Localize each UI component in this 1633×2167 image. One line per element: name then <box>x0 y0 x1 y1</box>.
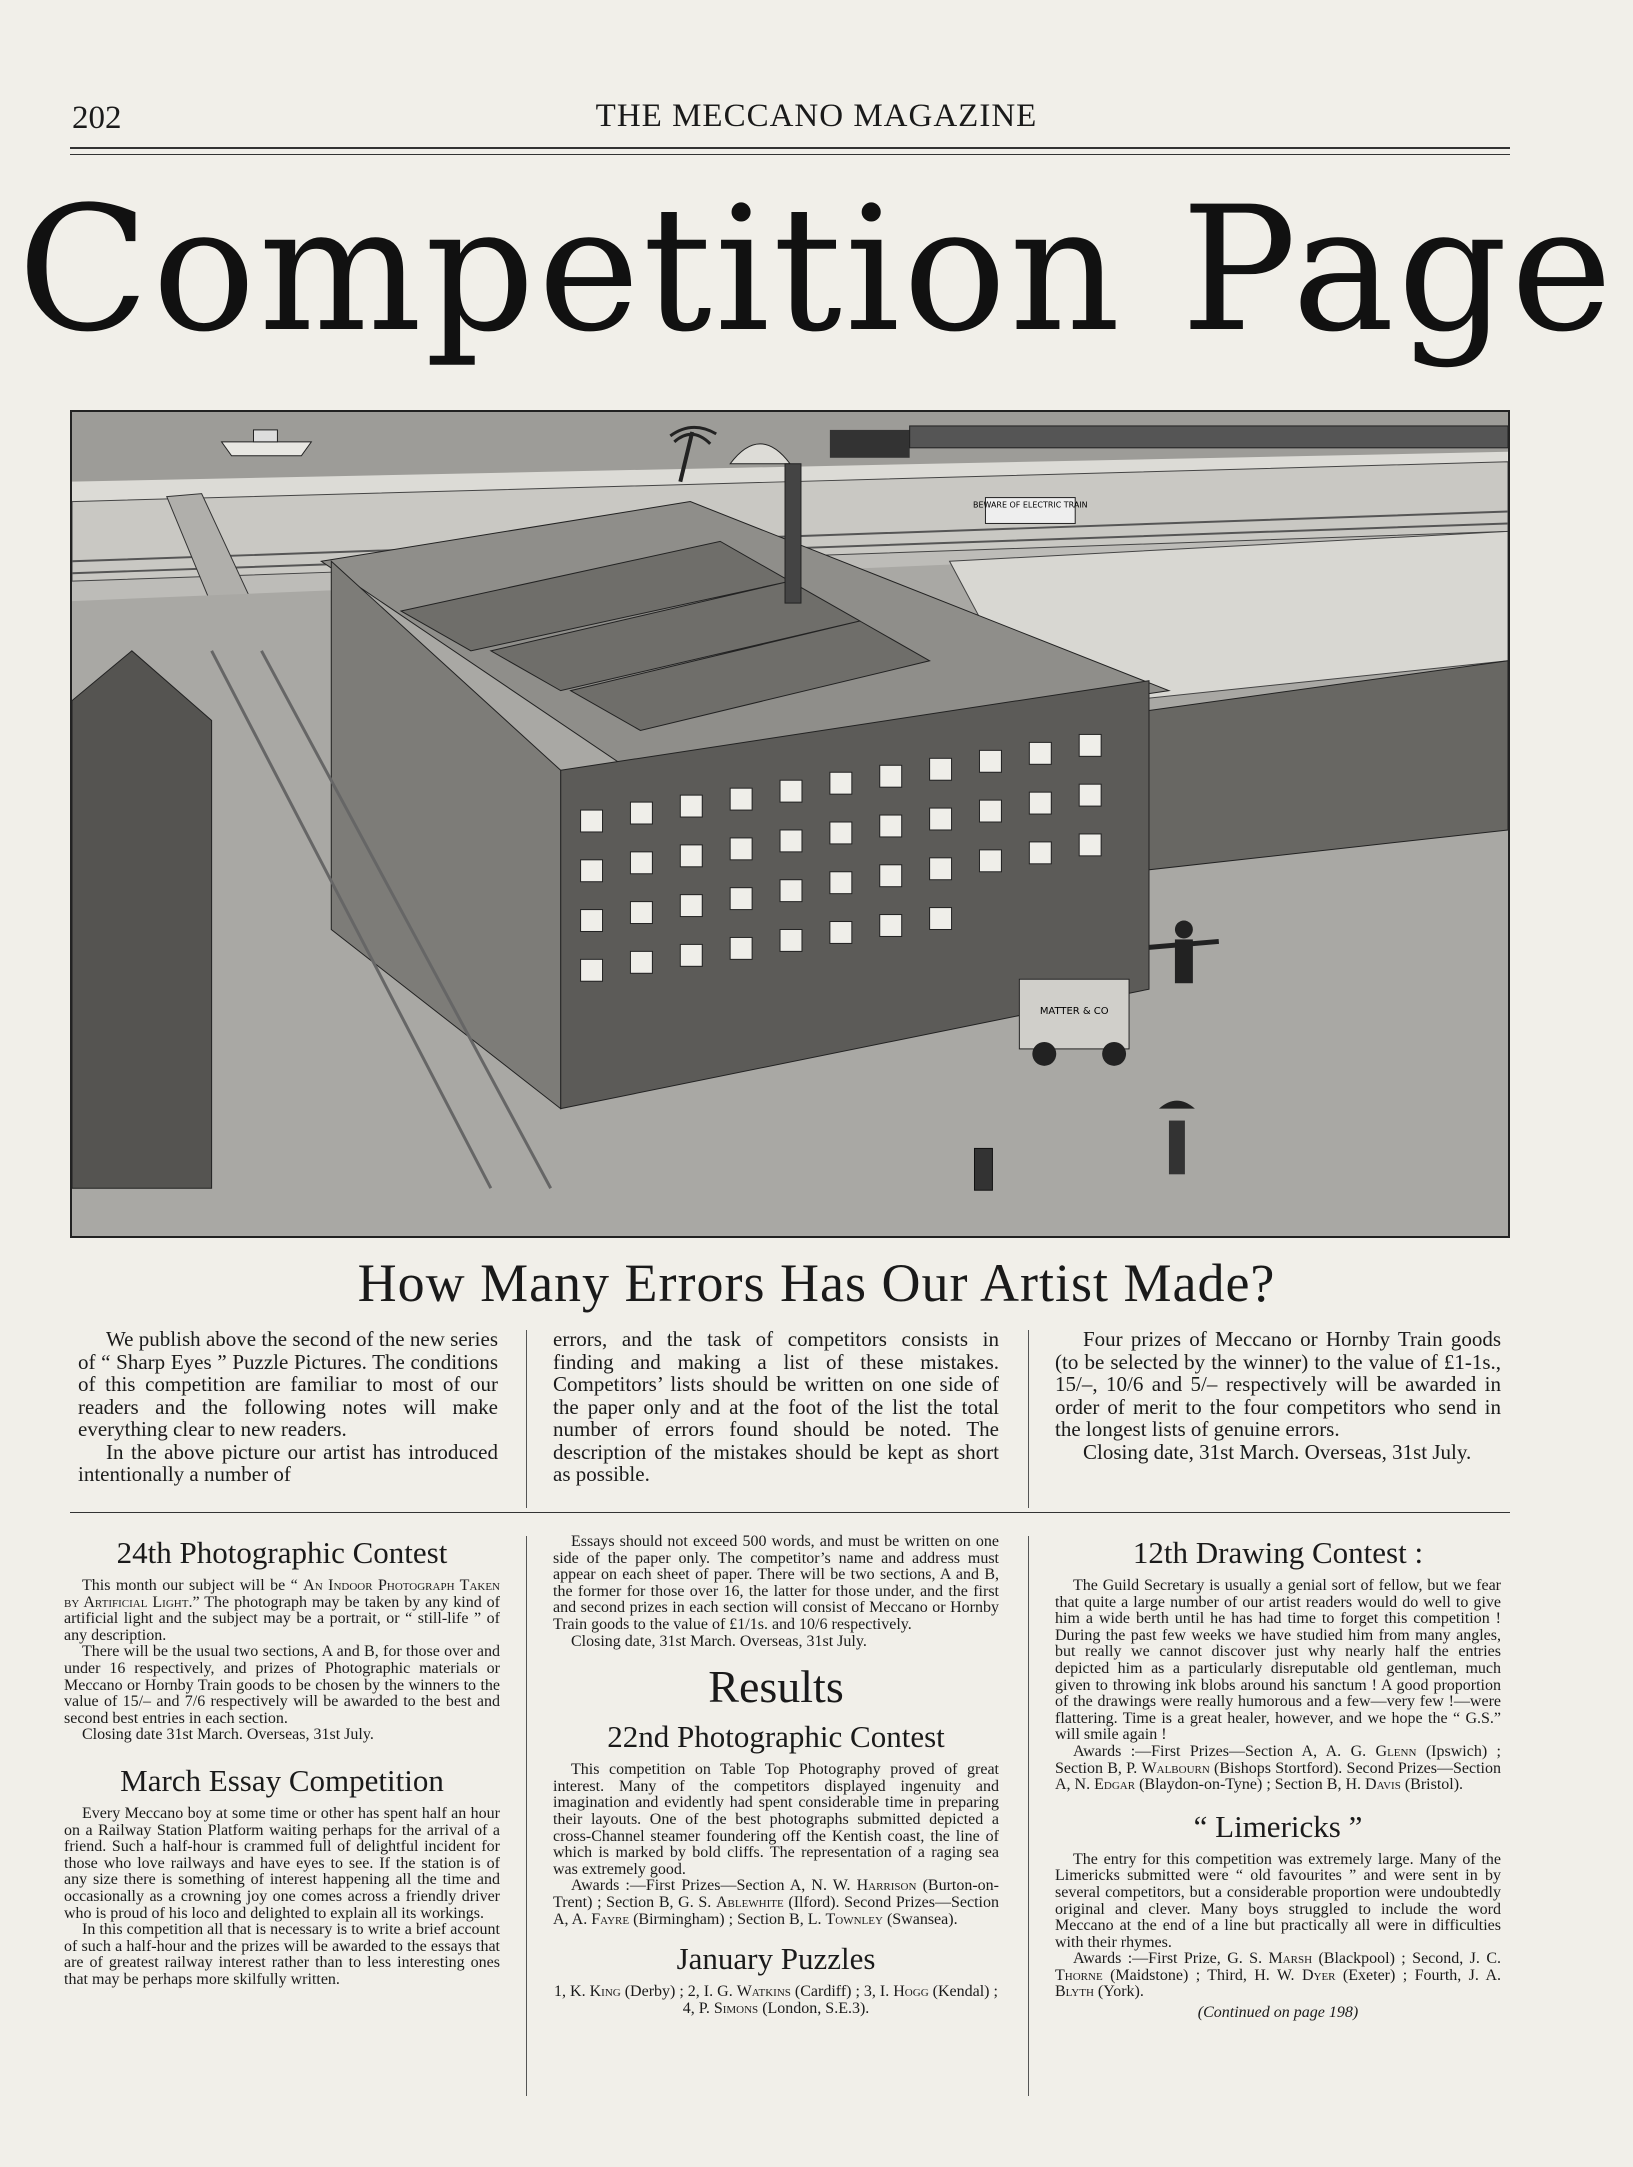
photo24-paragraph: There will be the usual two sections, A and B, for those over and under 16 respectively, and prizes of Photographic materials or Meccano or Hornby Train goods to be chosen by the winners to the value of 15/– and 7/6 respectively will be awarded to the best and second best entries in each section. <box>64 1643 500 1727</box>
intro-paragraph: We publish above the second of the new series of “ Sharp Eyes ” Puzzle Pictures. The conditions of this competition are familiar to most of our readers and the following notes will make everything clear to new readers. <box>78 1327 498 1441</box>
section-rule <box>70 1512 1510 1513</box>
intro-paragraph: In the above picture our artist has introduced intentionally a number of <box>78 1439 498 1486</box>
award-text: (Burton-on-Trent) ; Section B, G. S. <box>553 1877 1000 1911</box>
winner-name: Thorne <box>1055 1966 1103 1984</box>
sign-electric-train: BEWARE OF ELECTRIC TRAIN <box>973 500 1088 510</box>
intro-column-2 <box>553 1328 999 1486</box>
puzzle-subtitle: How Many Errors Has Our Artist Made? <box>357 1253 1276 1313</box>
winner-name: Marsh <box>1268 1950 1313 1968</box>
van-lettering: MATTER & CO <box>1039 1006 1109 1018</box>
factory-scene <box>72 412 1508 1236</box>
limericks-heading: “ Limericks ” <box>1193 1808 1363 1844</box>
photo24-paragraph: This month our subject will be “ An Indoor Photograph Taken by Artificial Light.” The photograph may be taken by any kind of artificial light and the subject may be a portrait, or “ still-life ” of any description. <box>64 1577 501 1644</box>
award-text: (Blackpool) ; Second, J. C. <box>1312 1950 1501 1968</box>
winner-name: Davis <box>1365 1776 1401 1794</box>
winner-name: Walbourn <box>1141 1759 1210 1777</box>
photo22-awards <box>553 1878 999 1928</box>
winner-name: Watkins <box>736 1983 791 2001</box>
winner-name: King <box>589 1983 621 2001</box>
award-text: (London, S.E.3). <box>758 1999 870 2017</box>
puzzle-illustration <box>70 410 1510 1238</box>
photo22-paragraph: This competition on Table Top Photography proved of great interest. Many of the competitors displayed ingenuity and imagination and evidently had spent considerable time in preparing their layouts. One of the best photographs submitted depicted a cross-Channel steamer foundering off the Kentish coast, the line of which is marked by bold cliffs. The representation of a raging sea was extremely good. <box>553 1761 999 1878</box>
column-divider <box>526 1330 527 1508</box>
essay-paragraph: Essays should not exceed 500 words, and must be written on one side of the paper only. The competitor’s name and address must appear on each sheet of paper. There will be two sections, A and B, the former for those over 16, the latter for those under, and the first and second prizes in each section will consist of Meccano or Hornby Train goods to the value of £1/1s. and 10/6 respectively. <box>553 1533 999 1633</box>
winner-name: Townley <box>825 1910 883 1928</box>
winner-name: Blyth <box>1055 1983 1094 2001</box>
intro-paragraph: errors, and the task of competitors consists in finding and making a list of these mistakes. Competitors’ lists should be written on one side of the paper only and at the foot of the list the total number of errors found should be noted. The description of the mistakes should be kept as short as possible. <box>553 1327 999 1486</box>
photo24-closing: Closing date 31st March. Overseas, 31st July. <box>82 1726 374 1744</box>
winner-name: Simons <box>713 1999 759 2017</box>
intro-paragraph: Four prizes of Meccano or Hornby Train goods (to be selected by the winner) to the value of £1-1s., 15/–, 10/6 and 5/– respectively will be awarded in order of merit to the four competitors who send in the longest lists of genuine errors. <box>1055 1327 1501 1441</box>
intro-column-3 <box>1055 1328 1501 1463</box>
page-title: Competition Page <box>17 169 1616 370</box>
lower-column-3 <box>1055 1534 1501 2022</box>
award-text: Awards :—First Prizes—Section A, N. W. <box>571 1877 857 1895</box>
winner-name: Ablewhite <box>715 1893 784 1911</box>
award-text: (Birmingham) ; Section B, L. <box>629 1910 826 1928</box>
essay-heading: March Essay Competition <box>120 1762 444 1798</box>
column-divider <box>1028 1536 1029 2096</box>
award-text: 1, K. <box>554 1983 590 2001</box>
drawing12-awards <box>1055 1744 1501 1794</box>
january-puzzles-heading: January Puzzles <box>676 1941 876 1977</box>
drawing12-paragraph: The Guild Secretary is usually a genial sort of fellow, but we fear that quite a large number of our artist readers would do well to give him a wide berth until he has had time to forget this competition ! During the past few weeks we have studied him from many angles, but really we cannot discover just why nearly half the entries depicted him as a particularly disreputable old gentleman, much given to throwing ink blobs around his sanctum ! A good proportion of the drawings were really humorous and a few—very few !—were flattering. Time is a great healer, however, and we hope the “ G.S.” will smile again ! <box>1055 1577 1501 1744</box>
award-text: Awards :—First Prizes—Section A, A. G. <box>1073 1742 1376 1760</box>
results-heading: Results <box>708 1661 844 1713</box>
award-text: (Bishops Stortford). Second Prizes—Section A, N. <box>1055 1759 1501 1794</box>
award-text: (Bristol). <box>1400 1776 1464 1794</box>
award-text: (Exeter) ; Fourth, J. A. <box>1335 1966 1501 1984</box>
lower-column-2 <box>553 1534 999 2017</box>
winner-name: Fayre <box>591 1910 630 1928</box>
winner-name: Hogg <box>893 1983 929 2001</box>
award-text: (Ipswich) ; Section B, P. <box>1055 1742 1501 1777</box>
award-text: (York). <box>1093 1983 1144 2001</box>
winner-name: Harrison <box>856 1877 917 1895</box>
intro-column-1 <box>78 1328 498 1486</box>
column-divider <box>1028 1330 1029 1508</box>
award-text: (Kendal) ; 4, P. <box>682 1983 998 2017</box>
winner-name: Glenn <box>1375 1742 1417 1760</box>
continued-note: (Continued on page 198) <box>1197 2004 1359 2022</box>
award-text: (Ilford). Second Prizes—Section A, A. <box>553 1893 1000 1928</box>
photo22-heading: 22nd Photographic Contest <box>607 1719 945 1755</box>
photo24-subject: An Indoor Photograph Taken by Artificial Light. <box>64 1577 501 1611</box>
award-text: (Swansea). <box>882 1910 958 1928</box>
header-rule <box>70 147 1510 155</box>
lower-column-1 <box>64 1534 500 1988</box>
intro-paragraph: Closing date, 31st March. Overseas, 31st July. <box>1083 1439 1472 1464</box>
essay-paragraph: Every Meccano boy at some time or other has spent half an hour on a Railway Station Platform waiting perhaps for the arrival of a friend. Such a half-hour is crammed full of delightful incident for those who love railways and have eyes to see. If the station is of any size there is something of interest happening all the time and occasionally as a crowning joy one comes across a friendly driver who is proud of his loco and delighted to explain all its workings. <box>64 1804 500 1922</box>
january-puzzles-results <box>553 1984 999 2017</box>
award-text: Awards :—First Prize, G. S. <box>1073 1950 1269 1968</box>
essay-closing: Closing date, 31st March. Overseas, 31st July. <box>571 1632 867 1650</box>
award-text: (Derby) ; 2, I. G. <box>620 1983 737 2001</box>
award-text: (Cardiff) ; 3, I. <box>790 1983 894 2001</box>
page-number: 202 <box>72 100 122 136</box>
award-text: (Blaydon-on-Tyne) ; Section B, H. <box>1135 1776 1366 1794</box>
winner-name: Dyer <box>1301 1966 1336 1984</box>
column-divider <box>526 1536 527 2096</box>
limericks-awards <box>1055 1951 1501 2001</box>
essay-paragraph: In this competition all that is necessary is to write a brief account of such a half-hour and the prizes will be awarded to the essays that are of greatest railway interest rather than to less interesting ones that may be perhaps more skilfully written. <box>64 1921 500 1988</box>
award-text: (Maidstone) ; Third, H. W. <box>1102 1966 1302 1984</box>
magazine-title: THE MECCANO MAGAZINE <box>595 98 1038 134</box>
drawing12-heading: 12th Drawing Contest : <box>1132 1535 1424 1570</box>
photo24-heading: 24th Photographic Contest <box>116 1535 448 1570</box>
winner-name: Edgar <box>1094 1776 1136 1794</box>
limericks-paragraph: The entry for this competition was extremely large. Many of the Limericks submitted were “ old favourites ” and were sent in by several competitors, but a considerable proportion were undoubtedly original and clever. Many boys struggled to include the word Meccano at the end of a line but practically all were in difficulties with their rhymes. <box>1055 1850 1501 1951</box>
